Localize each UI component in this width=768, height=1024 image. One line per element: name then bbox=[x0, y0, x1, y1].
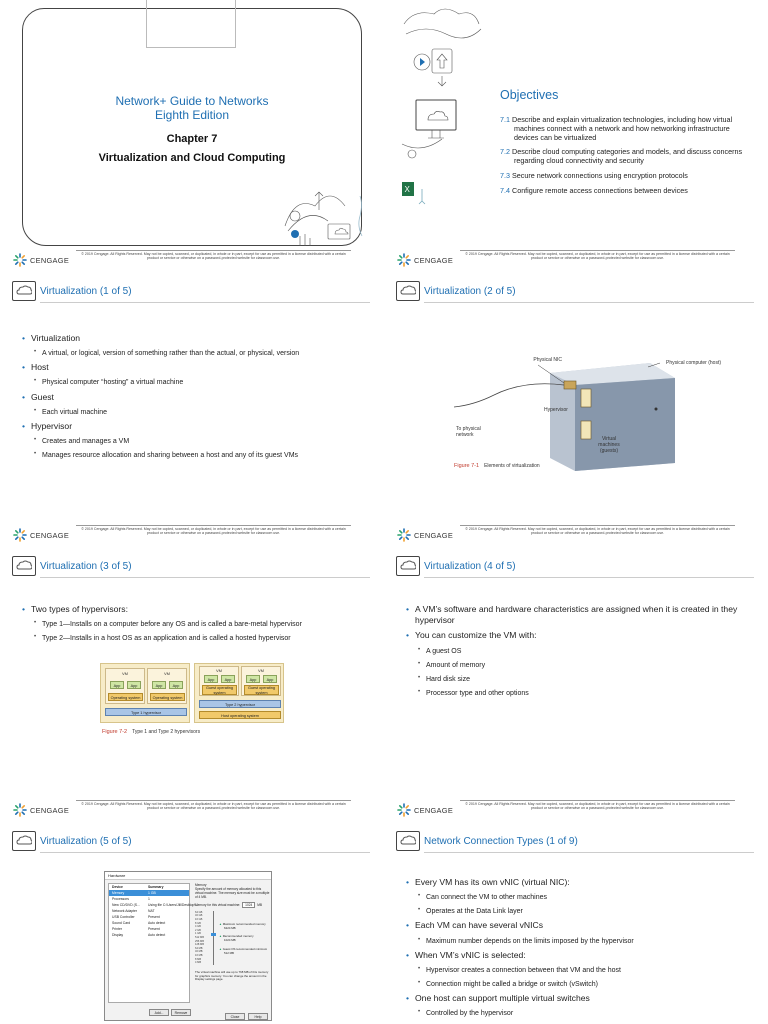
cengage-logo bbox=[13, 803, 69, 817]
sub-bullet-item: • Maximum number depends on the limits imposed by the hypervisor bbox=[406, 937, 756, 946]
bullet-list bbox=[22, 329, 372, 460]
device-list[interactable] bbox=[108, 883, 199, 1003]
cloud-monitor-sketch-icon bbox=[280, 186, 370, 250]
cengage-logo bbox=[13, 253, 69, 267]
sub-bullet-item: • Creates and manages a VM bbox=[22, 437, 372, 446]
cengage-star-icon bbox=[13, 253, 27, 267]
book-edition: Eighth Edition bbox=[154, 108, 230, 122]
memory-heading: Memory bbox=[195, 883, 207, 887]
device-list-header: Device Summary bbox=[112, 885, 164, 889]
cengage-wordmark: CENGAGE bbox=[30, 530, 70, 540]
cengage-star-icon bbox=[397, 253, 411, 267]
header-divider bbox=[40, 302, 370, 303]
memory-description: Specify the amount of memory allocated to this virtual machine. The memory size must be a multiple of 4 MB. bbox=[195, 887, 270, 900]
cengage-logo bbox=[397, 253, 453, 267]
slide-title: Network Connection Types (1 of 9) bbox=[424, 835, 578, 847]
title-slide[interactable] bbox=[0, 0, 384, 275]
sub-bullet-item: • Processor type and other options bbox=[406, 689, 756, 698]
sub-bullet-item: • A virtual, or logical, version of something rather than the actual, or physical, version bbox=[22, 349, 372, 358]
bullet-list bbox=[406, 600, 756, 698]
type2-hypervisor-diagram bbox=[194, 663, 284, 723]
slide-header bbox=[396, 555, 516, 577]
objectives-slide[interactable] bbox=[384, 0, 768, 275]
sub-bullet-item: • Type 2—Installs in a host OS as an application and is called a hosted hypervisor bbox=[22, 634, 372, 643]
sub-bullet-item: • Each virtual machine bbox=[22, 408, 372, 417]
cengage-logo bbox=[397, 803, 453, 817]
cengage-wordmark: CENGAGE bbox=[414, 255, 454, 265]
slide-title: Virtualization (1 of 5) bbox=[40, 285, 132, 297]
device-row-printer[interactable]: Printer Present bbox=[112, 927, 160, 931]
bullet-item: • A VM’s software and hardware characteristics are assigned when it is created in they hypervisor bbox=[406, 604, 756, 626]
slide-title: Virtualization (3 of 5) bbox=[40, 560, 132, 572]
cengage-star-icon bbox=[397, 803, 411, 817]
remove-button[interactable]: Remove bbox=[171, 1009, 191, 1016]
bullet-item: • Each VM can have several vNICs bbox=[406, 920, 756, 931]
bullet-item: • Host bbox=[22, 362, 372, 373]
slide-header bbox=[12, 830, 132, 852]
device-row-sound[interactable]: Sound Card Auto detect bbox=[112, 921, 166, 925]
slide-footer bbox=[0, 249, 384, 269]
cengage-star-icon bbox=[397, 528, 411, 542]
device-row-processors[interactable]: Processors 1 bbox=[112, 897, 150, 901]
slider-thumb[interactable] bbox=[211, 933, 216, 936]
slide-footer bbox=[384, 524, 768, 544]
copyright-notice: © 2019 Cengage. All Rights Reserved. May not be copied, scanned, or duplicated, in whole or in part, except for use as permitted in a license distributed with a certain product or service or otherwise on a password-protected website for classroom use. bbox=[76, 800, 351, 811]
objectives-list bbox=[500, 116, 752, 201]
hardware-settings-dialog[interactable] bbox=[104, 871, 272, 1021]
monitor-cloud-icon bbox=[396, 556, 420, 576]
slide-footer bbox=[0, 799, 384, 819]
bullet-item: • Virtualization bbox=[22, 333, 372, 344]
vm-box: VM App App Operating system bbox=[147, 668, 187, 704]
slide-title: Virtualization (5 of 5) bbox=[40, 835, 132, 847]
host-os-layer: Host operating system bbox=[199, 711, 281, 719]
sub-bullet-item: • Physical computer “hosting” a virtual machine bbox=[22, 378, 372, 387]
slide-footer bbox=[384, 249, 768, 269]
figure-label: Physical NIC bbox=[533, 357, 562, 363]
bullet-item: • One host can support multiple virtual switches bbox=[406, 993, 756, 1004]
cengage-wordmark: CENGAGE bbox=[414, 805, 454, 815]
type1-hypervisor-layer: Type 1 hypervisor bbox=[105, 708, 187, 716]
sub-bullet-item: • Amount of memory bbox=[406, 661, 756, 670]
device-row-display[interactable]: Display Auto detect bbox=[112, 933, 166, 937]
slide-header bbox=[396, 280, 516, 302]
device-row-usb[interactable]: USB Controller Present bbox=[112, 915, 160, 919]
bullet-item: • Hypervisor bbox=[22, 421, 372, 432]
slide-title: Virtualization (4 of 5) bbox=[424, 560, 516, 572]
figure-label: Physical computer (host) bbox=[666, 360, 722, 366]
device-row-memory[interactable]: Memory 1 GB bbox=[109, 890, 189, 896]
close-button[interactable]: Close bbox=[225, 1013, 245, 1020]
monitor-cloud-icon bbox=[12, 556, 36, 576]
cengage-logo bbox=[13, 528, 69, 542]
figure-label: To physical network bbox=[456, 426, 481, 438]
sub-bullet-item: • Operates at the Data Link layer bbox=[406, 907, 756, 916]
monitor-cloud-icon bbox=[12, 281, 36, 301]
cengage-wordmark: CENGAGE bbox=[414, 530, 454, 540]
sub-bullet-item: • Can connect the VM to other machines bbox=[406, 893, 756, 902]
monitor-cloud-icon bbox=[396, 831, 420, 851]
sub-bullet-item: • Hypervisor creates a connection between that VM and the host bbox=[406, 966, 756, 975]
virtualization-2-slide[interactable] bbox=[384, 275, 768, 550]
sub-bullet-item: • Connection might be called a bridge or switch (vSwitch) bbox=[406, 980, 756, 989]
slide-header bbox=[396, 830, 578, 852]
slide-header bbox=[12, 555, 132, 577]
header-divider bbox=[40, 577, 370, 578]
figure-caption: Figure 7-1 Elements of virtualization bbox=[454, 463, 540, 469]
virtualization-3-slide[interactable] bbox=[0, 550, 384, 825]
slide-title: Virtualization (2 of 5) bbox=[424, 285, 516, 297]
sub-bullet-item: • A guest OS bbox=[406, 647, 756, 656]
memory-input[interactable]: 1024 bbox=[242, 902, 255, 908]
chapter-title: Virtualization and Cloud Computing bbox=[98, 152, 286, 164]
header-divider bbox=[424, 302, 754, 303]
objectives-title: Objectives bbox=[500, 88, 559, 102]
objective-item: 7.3 Secure network connections using encryption protocols bbox=[500, 170, 688, 180]
cengage-logo bbox=[397, 528, 453, 542]
header-divider bbox=[424, 852, 754, 853]
cengage-star-icon bbox=[13, 528, 27, 542]
memory-field-label: Memory for this virtual machine: bbox=[195, 902, 241, 907]
title-frame-tab bbox=[146, 0, 236, 48]
objective-item: 7.1 Describe and explain virtualization technologies, including how virtual machines connect with a network and how networking infrastructure devices can be virtualized bbox=[500, 115, 733, 142]
tech-sketch-illustration bbox=[394, 4, 494, 224]
vm-box: VM App App Operating system bbox=[105, 668, 145, 704]
copyright-notice: © 2019 Cengage. All Rights Reserved. May not be copied, scanned, or duplicated, in whole or in part, except for use as permitted in a license distributed with a certain product or service or otherwise on a password-protected website for classroom use. bbox=[460, 525, 735, 536]
memory-scale: 64 GB 32 GB 16 GB 8 GB 4 GB 2 GB 1 GB 512 MB 256 MB 128 MB 64 MB 32 MB 16 MB 8 MB 4 MB bbox=[195, 910, 204, 965]
copyright-notice: © 2019 Cengage. All Rights Reserved. May not be copied, scanned, or duplicated, in whole or in part, except for use as permitted in a license distributed with a certain product or service or otherwise on a password-protected website for classroom use. bbox=[76, 250, 351, 261]
bullet-item: • Guest bbox=[22, 392, 372, 403]
figure-caption: Figure 7-2 Type 1 and Type 2 hypervisors bbox=[102, 729, 201, 735]
type1-hypervisor-diagram bbox=[100, 663, 190, 723]
bullet-list bbox=[406, 873, 756, 1018]
vm-box: VM App App Guest operating system bbox=[199, 666, 239, 696]
virtualization-1-slide[interactable] bbox=[0, 275, 384, 550]
type2-hypervisor-layer: Type 2 hypervisor bbox=[199, 700, 281, 708]
bullet-item: • Two types of hypervisors: bbox=[22, 604, 372, 615]
sub-bullet-item: • Hard disk size bbox=[406, 675, 756, 684]
header-divider bbox=[40, 852, 370, 853]
book-title: Network+ Guide to Networks bbox=[115, 94, 269, 108]
figure-label: Hypervisor bbox=[544, 407, 568, 413]
monitor-cloud-icon bbox=[396, 281, 420, 301]
bullet-item: • You can customize the VM with: bbox=[406, 630, 756, 641]
chapter-number: Chapter 7 bbox=[166, 133, 218, 145]
network-connection-types-slide[interactable] bbox=[384, 825, 768, 1024]
slide-footer bbox=[0, 524, 384, 544]
sub-bullet-item: • Controlled by the hypervisor bbox=[406, 1009, 756, 1018]
header-divider bbox=[424, 577, 754, 578]
add-button[interactable]: Add... bbox=[149, 1009, 169, 1016]
monitor-cloud-icon bbox=[12, 831, 36, 851]
cengage-star-icon bbox=[13, 803, 27, 817]
copyright-notice: © 2019 Cengage. All Rights Reserved. May not be copied, scanned, or duplicated, in whole or in part, except for use as permitted in a license distributed with a certain product or service or otherwise on a password-protected website for classroom use. bbox=[76, 525, 351, 536]
cengage-wordmark: CENGAGE bbox=[30, 255, 70, 265]
bullet-list bbox=[22, 600, 372, 643]
graphics-memory-note: The virtual machine will use up to 768 MB of this memory for graphics memory. You can change the amount in the Display settings page. bbox=[195, 969, 269, 982]
copyright-notice: © 2019 Cengage. All Rights Reserved. May not be copied, scanned, or duplicated, in whole or in part, except for use as permitted in a license distributed with a certain product or service or otherwise on a password-protected website for classroom use. bbox=[460, 800, 735, 811]
svg-text:X: X bbox=[404, 185, 410, 194]
sub-bullet-item: • Manages resource allocation and sharing between a host and any of its guest VMs bbox=[22, 451, 372, 460]
bullet-item: • When VM’s vNIC is selected: bbox=[406, 950, 756, 961]
virtualization-elements-figure bbox=[450, 353, 700, 471]
memory-slider[interactable] bbox=[213, 911, 217, 965]
objective-item: 7.4 Configure remote access connections between devices bbox=[500, 185, 688, 195]
virtualization-4-slide[interactable] bbox=[384, 550, 768, 825]
bullet-item: • Every VM has its own vNIC (virtual NIC): bbox=[406, 877, 756, 888]
memory-settings-panel: Memory Specify the amount of memory allocated to this virtual machine. The memory size must be a multiple of 4 MB. Memory for this virtual machine: 1024 MB 64 GB 32 GB 16 GB 8 GB 4 GB 2 GB 1 GB 512 MB 256 MB 128 MB 64 MB 32 MB 16 MB 8 MB 4 MB ▲ Maximum recommended memory 6224 MB ▲ Recommended memory 1024 MB ▲ Guest OS recommended minimum 512 MB The virtual machine will use up to 768 MB of this memory for graphics memory. You can change the amount in the Display settings page. bbox=[195, 883, 270, 982]
vm-box: VM App App Guest operating system bbox=[241, 666, 281, 696]
slide-header bbox=[12, 280, 132, 302]
figure-label: Virtual machines (guests) bbox=[598, 436, 620, 454]
device-row-network-adapter[interactable]: Network Adapter NAT bbox=[112, 909, 155, 913]
device-row-cd-dvd[interactable]: New CD/DVD (S... Using file C:\Users\Jill\Desktop\... bbox=[112, 903, 199, 907]
dialog-title: Hardware bbox=[105, 872, 271, 880]
sub-bullet-item: • Type 1—Installs on a computer before any OS and is called a bare-metal hypervisor bbox=[22, 620, 372, 629]
help-button[interactable]: Help bbox=[248, 1013, 268, 1020]
cengage-wordmark: CENGAGE bbox=[30, 805, 70, 815]
virtualization-5-slide[interactable] bbox=[0, 825, 384, 1024]
copyright-notice: © 2019 Cengage. All Rights Reserved. May not be copied, scanned, or duplicated, in whole or in part, except for use as permitted in a license distributed with a certain product or service or otherwise on a password-protected website for classroom use. bbox=[460, 250, 735, 261]
objective-item: 7.2 Describe cloud computing categories and models, and discuss concerns regarding cloud connectivity and security bbox=[500, 147, 743, 166]
slide-footer bbox=[384, 799, 768, 819]
